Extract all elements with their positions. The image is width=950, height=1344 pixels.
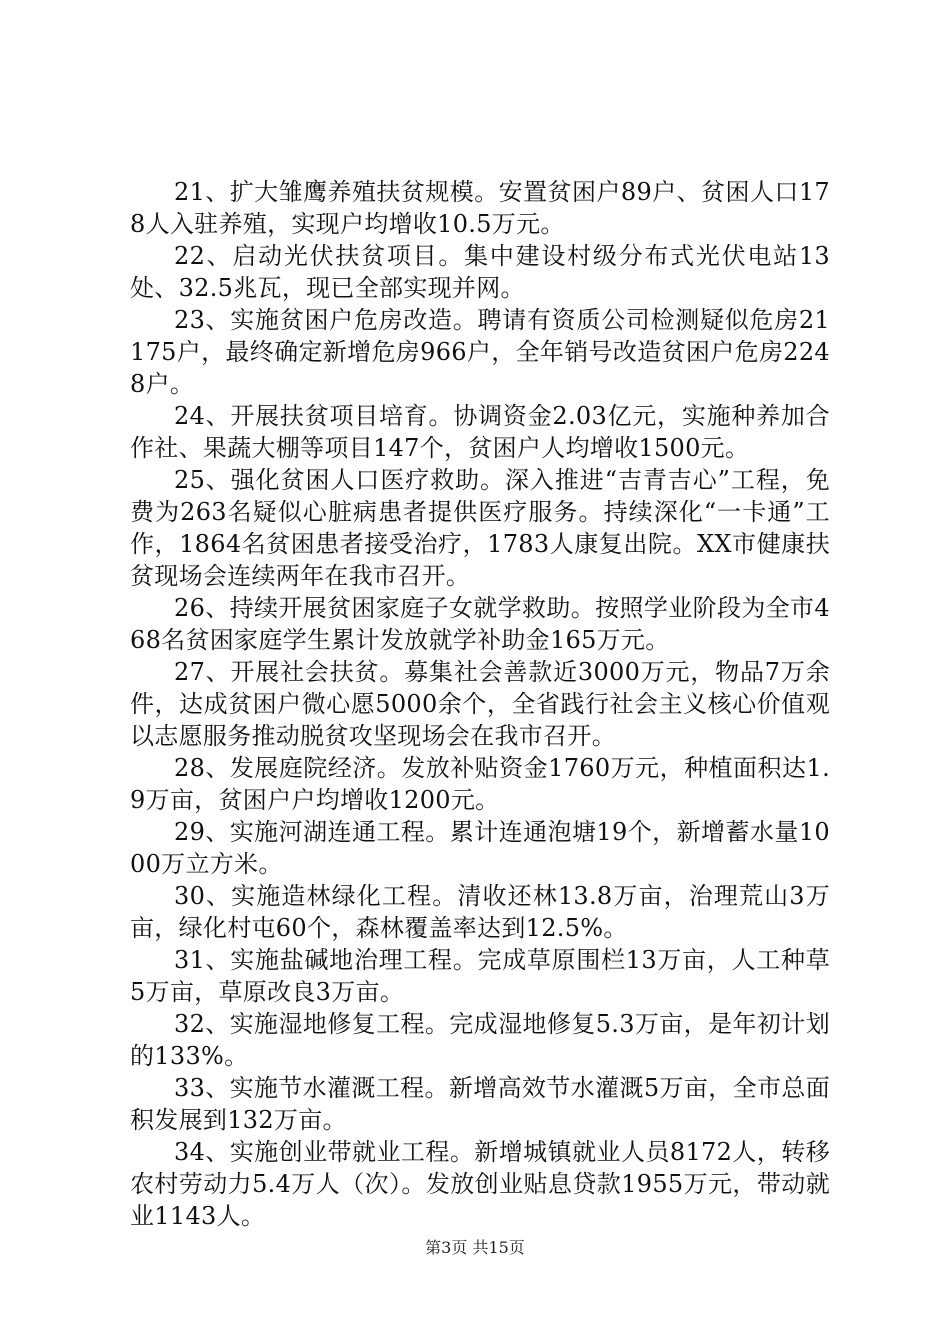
paragraph-30: 30、实施造林绿化工程。清收还林13.8万亩，治理荒山3万亩，绿化村屯60个，森林覆盖率达到12.5%。 <box>130 882 830 942</box>
page-number-footer: 第3页 共15页 <box>425 1238 525 1257</box>
paragraph-22: 22、启动光伏扶贫项目。集中建设村级分布式光伏电站13处、32.5兆瓦，现已全部实现并网。 <box>130 242 830 302</box>
paragraph-32: 32、实施湿地修复工程。完成湿地修复5.3万亩，是年初计划的133%。 <box>130 1010 830 1070</box>
paragraph-34: 34、实施创业带就业工程。新增城镇就业人员8172人，转移农村劳动力5.4万人（次）。发放创业贴息贷款1955万元，带动就业1143人。 <box>130 1138 831 1230</box>
paragraph-23: 23、实施贫困户危房改造。聘请有资质公司检测疑似危房21175户，最终确定新增危房966户，全年销号改造贫困户危房2248户。 <box>130 306 830 398</box>
paragraph-25: 25、强化贫困人口医疗救助。深入推进“吉青吉心”工程，免费为263名疑似心脏病患者提供医疗服务。持续深化“一卡通”工作，1864名贫困患者接受治疗，1783人康复出院。XX市健康扶贫现场会连续两年在我市召开。 <box>130 466 830 590</box>
paragraph-29: 29、实施河湖连通工程。累计连通泡塘19个，新增蓄水量1000万立方米。 <box>130 818 830 878</box>
paragraph-27: 27、开展社会扶贫。募集社会善款近3000万元，物品7万余件，达成贫困户微心愿5000余个，全省践行社会主义核心价值观以志愿服务推动脱贫攻坚现场会在我市召开。 <box>130 658 830 750</box>
paragraph-33: 33、实施节水灌溉工程。新增高效节水灌溉5万亩，全市总面积发展到132万亩。 <box>130 1074 830 1134</box>
paragraph-28: 28、发展庭院经济。发放补贴资金1760万元，种植面积达1.9万亩，贫困户户均增收1200元。 <box>130 754 830 814</box>
paragraph-21: 21、扩大雏鹰养殖扶贫规模。安置贫困户89户、贫困人口178人入驻养殖，实现户均增收10.5万元。 <box>130 178 830 238</box>
paragraph-24: 24、开展扶贫项目培育。协调资金2.03亿元，实施种养加合作社、果蔬大棚等项目147个，贫困户人均增收1500元。 <box>130 402 830 462</box>
paragraph-31: 31、实施盐碱地治理工程。完成草原围栏13万亩，人工种草5万亩，草原改良3万亩。 <box>130 946 830 1006</box>
paragraph-26: 26、持续开展贫困家庭子女就学救助。按照学业阶段为全市468名贫困家庭学生累计发放就学补助金165万元。 <box>130 594 830 654</box>
document-body <box>130 176 830 1232</box>
